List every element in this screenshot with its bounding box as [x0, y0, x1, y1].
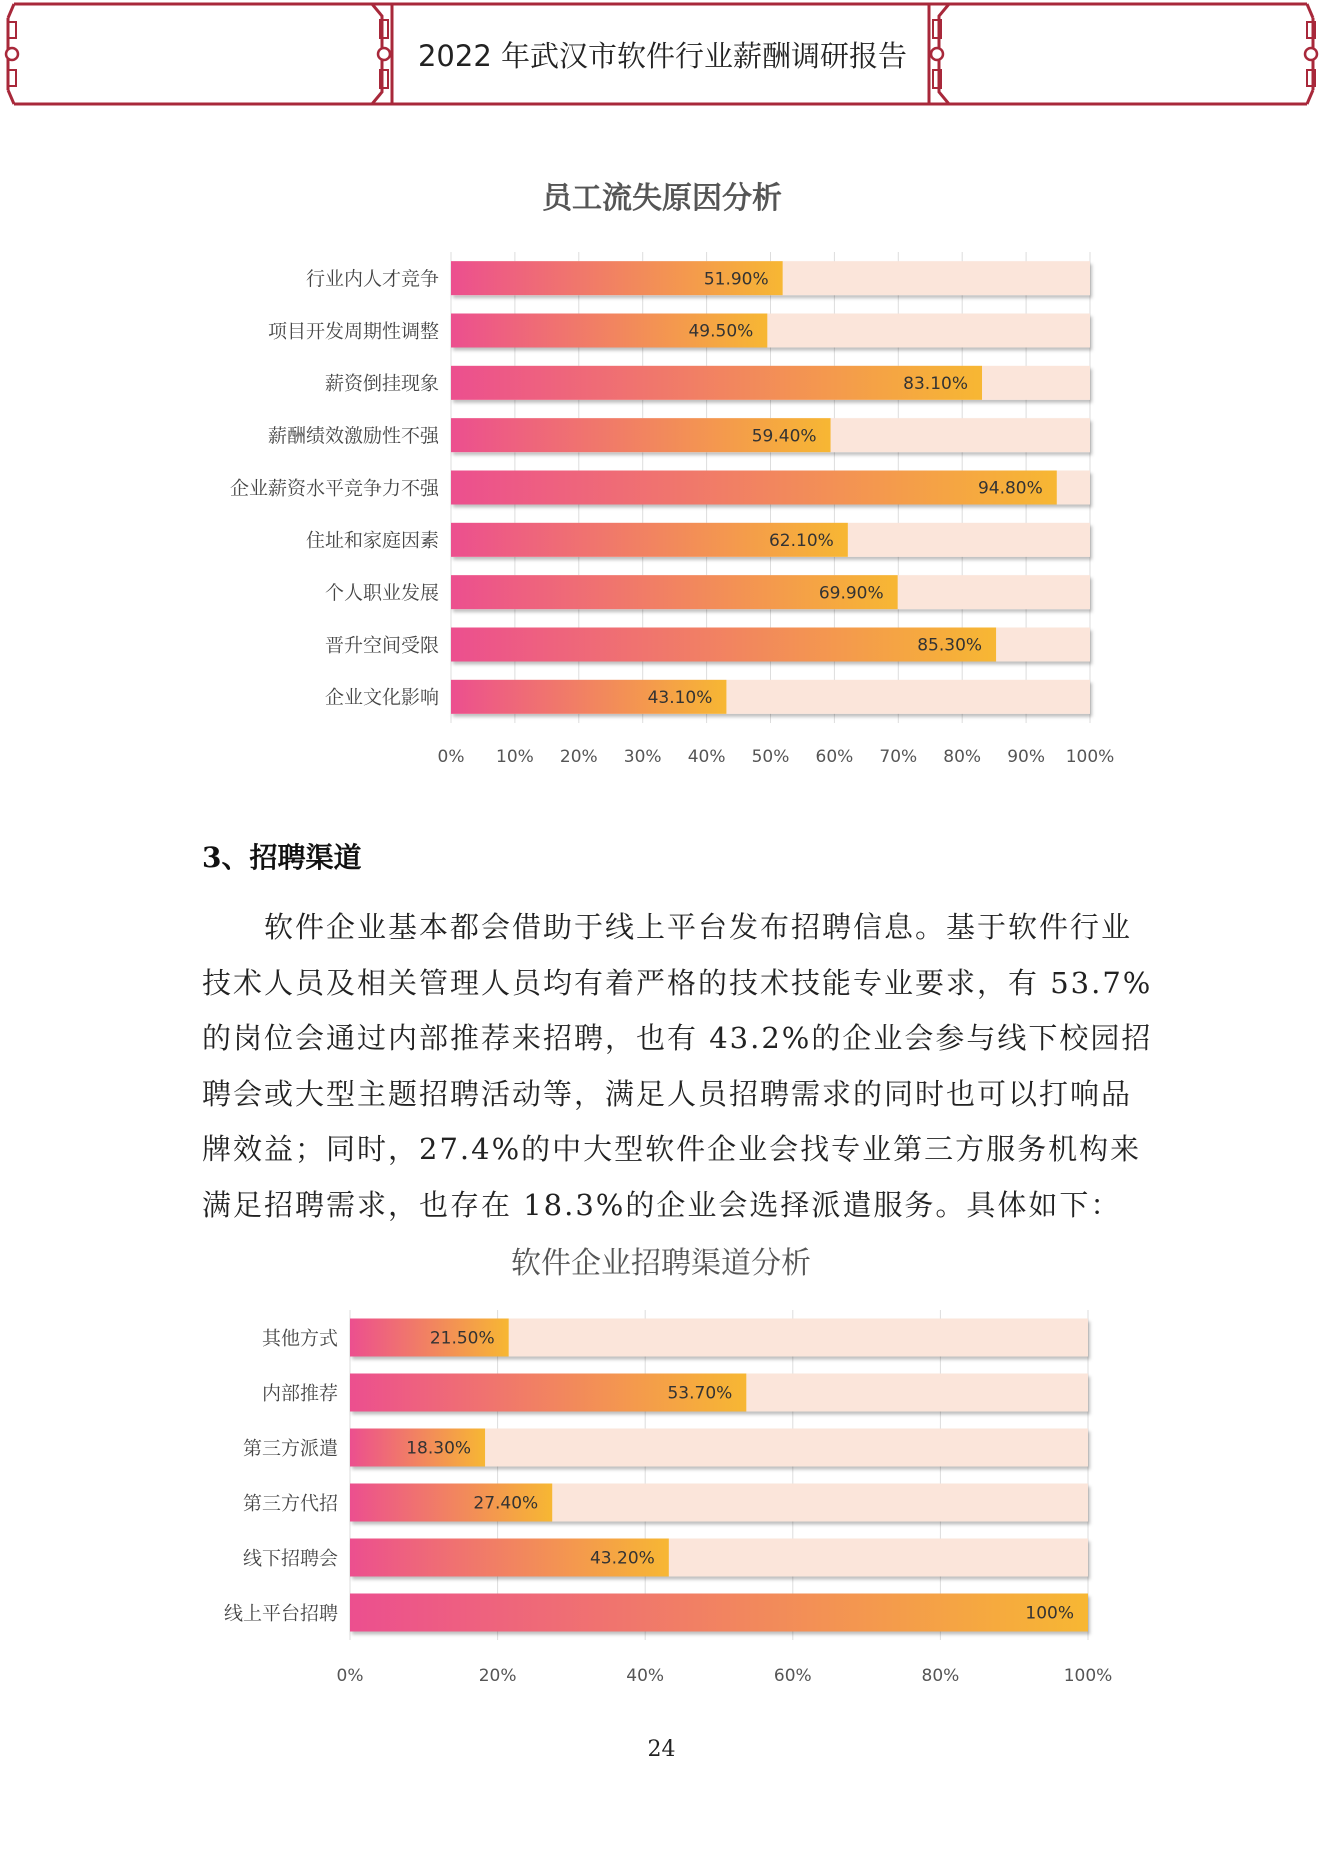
bar-value-label: 59.40%: [751, 426, 817, 447]
bar-value-label: 43.20%: [589, 1548, 655, 1569]
x-tick-label: 40%: [626, 1666, 665, 1685]
chart-title: 员工流失原因分析: [542, 181, 782, 216]
x-tick-label: 100%: [1063, 1666, 1113, 1685]
bar-value-label: 49.50%: [688, 321, 754, 342]
bar-value-label: 94.80%: [977, 478, 1043, 499]
bar-value-label: 27.40%: [473, 1493, 539, 1514]
category-label: 薪资倒挂现象: [324, 372, 439, 395]
category-label: 项目开发周期性调整: [267, 320, 439, 343]
category-label: 线上平台招聘: [223, 1602, 338, 1625]
x-tick-label: 10%: [496, 747, 534, 767]
x-tick-label: 70%: [879, 747, 918, 767]
section-heading: 3、招聘渠道: [202, 841, 362, 874]
category-label: 企业薪资水平竞争力不强: [229, 477, 439, 500]
category-label: 线下招聘会: [242, 1547, 338, 1570]
bar: [451, 471, 1057, 505]
body-line: 满足招聘需求，也存在 18.3%的企业会选择派遣服务。具体如下：: [202, 1187, 1122, 1222]
body-line: 牌效益；同时，27.4%的中大型软件企业会找专业第三方服务机构来: [202, 1132, 1142, 1166]
bar-value-label: 100%: [1025, 1603, 1074, 1624]
chart-title: 软件企业招聘渠道分析: [511, 1246, 811, 1281]
bar: [350, 1594, 1088, 1632]
bar-value-label: 51.90%: [703, 269, 769, 290]
category-label: 第三方代招: [242, 1492, 338, 1515]
bar-value-label: 83.10%: [903, 373, 969, 394]
x-tick-label: 100%: [1065, 747, 1115, 767]
attrition-chart: [0, 160, 1323, 780]
x-tick-label: 0%: [336, 1666, 364, 1685]
category-label: 其他方式: [261, 1327, 338, 1350]
bar-value-label: 69.90%: [818, 583, 884, 604]
report-title: 2022 年武汉市软件行业薪酬调研报告: [417, 39, 908, 73]
bar-value-label: 43.10%: [647, 687, 713, 708]
category-label: 企业文化影响: [324, 686, 439, 709]
category-label: 个人职业发展: [324, 582, 439, 605]
category-label: 行业内人才竞争: [305, 268, 439, 291]
bar-value-label: 62.10%: [768, 530, 834, 551]
body-line: 聘会或大型主题招聘活动等，满足人员招聘需求的同时也可以打响品: [202, 1076, 1133, 1111]
category-label: 薪酬绩效激励性不强: [267, 425, 439, 448]
body-line: 软件企业基本都会借助于线上平台发布招聘信息。基于软件行业: [202, 910, 1133, 944]
bar: [451, 628, 996, 662]
category-label: 内部推荐: [261, 1382, 338, 1405]
body-line: 技术人员及相关管理人员均有着严格的技术技能专业要求，有 53.7%: [202, 965, 1153, 1000]
x-tick-label: 0%: [437, 747, 465, 767]
body-line: 的岗位会通过内部推荐来招聘，也有 43.2%的企业会参与线下校园招: [202, 1021, 1153, 1055]
category-label: 住址和家庭因素: [305, 529, 439, 552]
category-label: 第三方派遣: [242, 1437, 338, 1460]
bar-value-label: 85.30%: [917, 635, 983, 656]
x-tick-label: 80%: [921, 1666, 960, 1685]
body-paragraph: [202, 900, 1153, 1233]
page-number: 24: [647, 1737, 676, 1762]
x-tick-label: 90%: [1007, 747, 1045, 767]
x-tick-label: 40%: [687, 747, 726, 767]
recruitment-chart: [0, 1235, 1323, 1685]
x-tick-label: 20%: [478, 1666, 517, 1685]
x-tick-label: 20%: [559, 747, 598, 767]
bar-value-label: 21.50%: [429, 1328, 495, 1349]
x-tick-label: 80%: [943, 747, 982, 767]
x-tick-label: 50%: [751, 747, 790, 767]
category-label: 晋升空间受限: [324, 634, 439, 657]
bar-value-label: 53.70%: [667, 1383, 733, 1404]
bar-value-label: 18.30%: [406, 1438, 472, 1459]
x-tick-label: 30%: [623, 747, 662, 767]
x-tick-label: 60%: [815, 747, 854, 767]
x-tick-label: 60%: [773, 1666, 812, 1685]
